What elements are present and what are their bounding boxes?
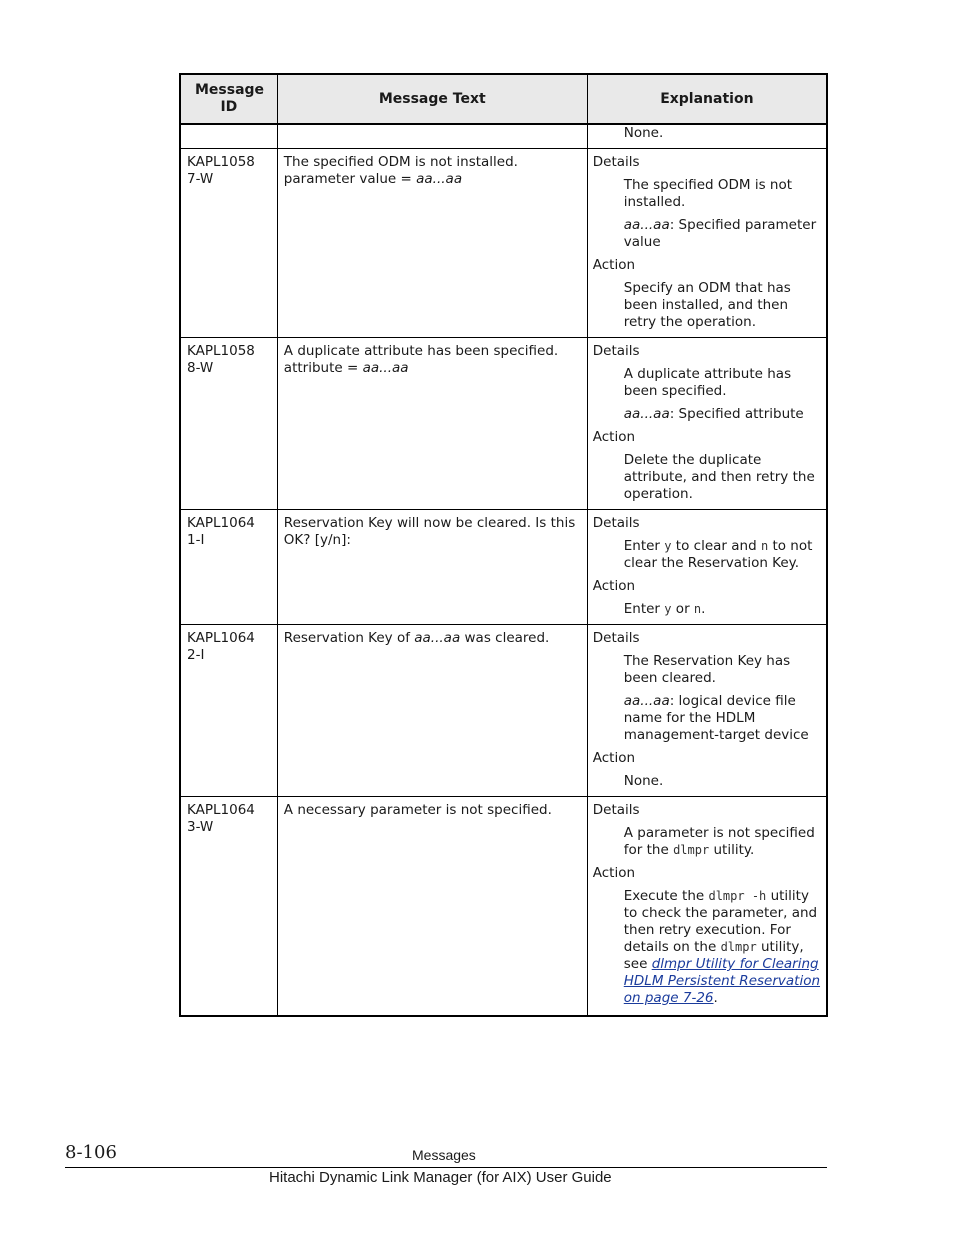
dlmpr-utility-link[interactable]: dlmpr Utility for Clearing HDLM Persistent Reservation on page 7-26	[623, 956, 821, 1006]
message-id: KAPL10588-W	[187, 343, 255, 376]
header-message-text: Message Text	[277, 74, 587, 124]
table-row-continuation	[180, 124, 827, 149]
table-row	[180, 510, 827, 625]
detail-text: The Reservation Key has been cleared.	[623, 653, 791, 686]
details-label: Details	[592, 154, 640, 170]
action-label: Action	[592, 429, 636, 445]
table-row	[180, 625, 827, 797]
message-id: KAPL10641-I	[187, 515, 255, 548]
detail-text: A parameter is not specified for the dlmpr utility.	[623, 825, 815, 858]
explanation	[588, 797, 826, 1015]
message-text: A necessary parameter is not specified.	[283, 802, 552, 818]
detail-text: A duplicate attribute has been specified.	[623, 366, 792, 399]
detail-variable-text: aa...aa: Specified parameter value	[623, 217, 817, 250]
explanation	[588, 149, 826, 337]
messages-table	[179, 73, 828, 1017]
header-explanation: Explanation	[587, 74, 827, 124]
action-text: Enter y or n.	[623, 601, 706, 617]
action-text: None.	[623, 773, 664, 789]
message-id: KAPL10587-W	[187, 154, 255, 187]
table-header-row	[180, 74, 827, 124]
action-label: Action	[592, 257, 636, 273]
details-label: Details	[592, 630, 640, 646]
action-text: Delete the duplicate attribute, and then retry the operation.	[623, 452, 815, 502]
details-label: Details	[592, 515, 640, 531]
action-text: Execute the dlmpr -h utility to check the parameter, and then retry execution. For details on the dlmpr utility, see dlmpr Utility for Clearing HDLM Persistent Reservation on page 7-26.	[623, 888, 821, 1006]
message-text: The specified ODM is not installed. parameter value = aa...aa	[283, 154, 518, 187]
explanation	[588, 625, 826, 796]
message-id: KAPL10642-I	[187, 630, 255, 663]
section-title: Messages	[412, 1147, 476, 1163]
action-text: Specify an ODM that has been installed, and then retry the operation.	[623, 280, 791, 330]
detail-variable-text: aa...aa: Specified attribute	[623, 406, 804, 422]
guide-title: Hitachi Dynamic Link Manager (for AIX) User Guide	[269, 1169, 612, 1186]
message-text: A duplicate attribute has been specified. attribute = aa...aa	[283, 343, 559, 376]
continued-action-text: None.	[623, 125, 664, 141]
details-label: Details	[592, 802, 640, 818]
header-message-id: Message ID	[180, 74, 277, 124]
details-label: Details	[592, 343, 640, 359]
table-row	[180, 797, 827, 1017]
explanation	[588, 338, 826, 509]
table-row	[180, 149, 827, 338]
action-label: Action	[592, 578, 636, 594]
detail-text: The specified ODM is not installed.	[623, 177, 793, 210]
detail-variable-text: aa...aa: logical device file name for the HDLM management-target device	[623, 693, 809, 743]
message-id: KAPL10643-W	[187, 802, 255, 835]
footer-divider	[65, 1167, 827, 1168]
action-label: Action	[592, 750, 636, 766]
explanation	[588, 510, 826, 624]
message-text: Reservation Key of aa...aa was cleared.	[283, 630, 550, 646]
page-number: 8-106	[65, 1142, 117, 1163]
message-text: Reservation Key will now be cleared. Is this OK? [y/n]:	[283, 515, 576, 548]
detail-text: Enter y to clear and n to not clear the Reservation Key.	[623, 538, 813, 571]
table-row	[180, 338, 827, 510]
action-label: Action	[592, 865, 636, 881]
